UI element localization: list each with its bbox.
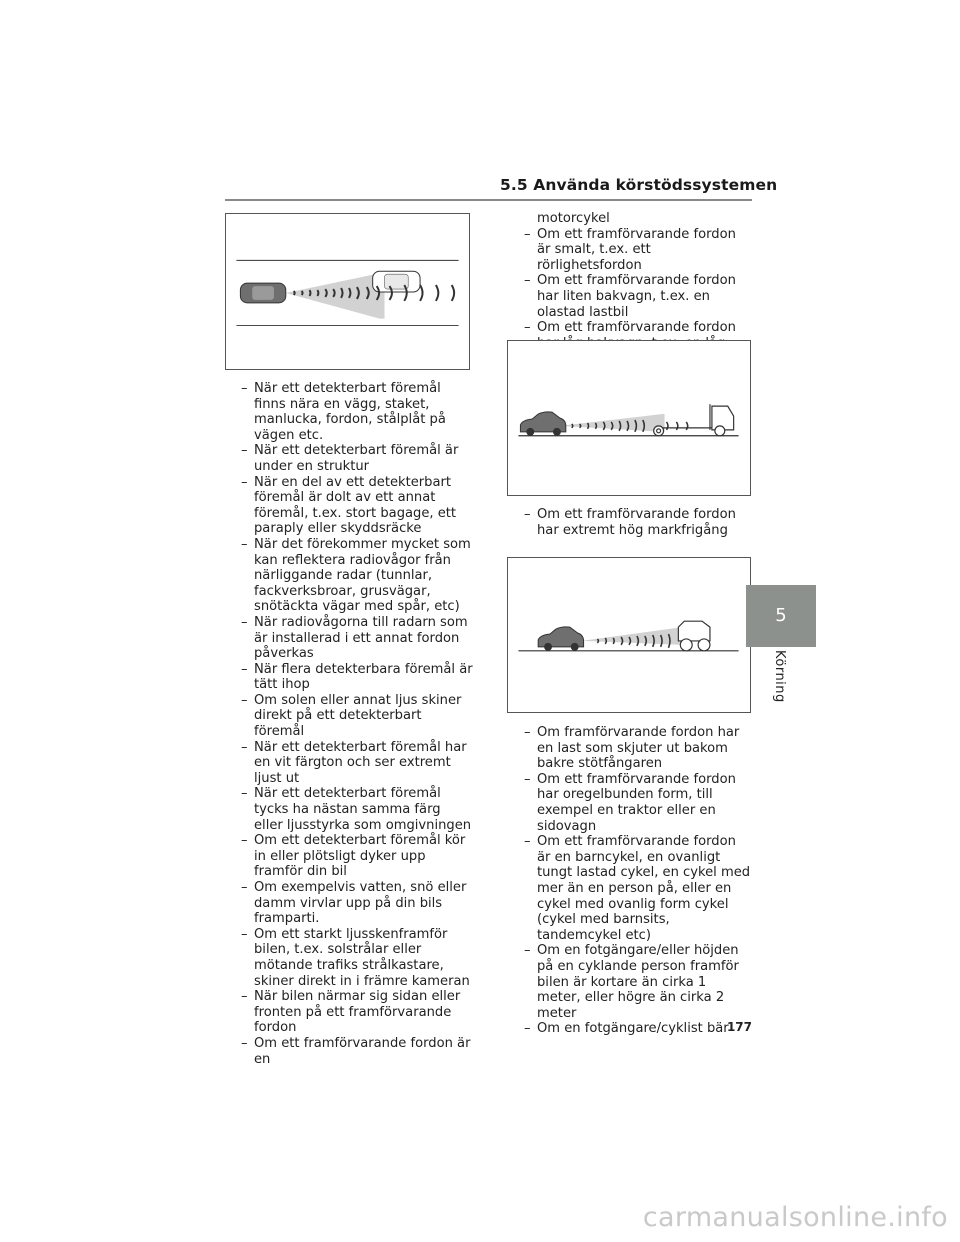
list-item: – När radiovågorna till radarn som är installerad i ett annat fordon påverkas — [241, 614, 468, 662]
continued-text: motorcykel — [537, 211, 610, 226]
ego-car-icon — [240, 283, 285, 303]
right-column-bottom — [524, 725, 752, 1037]
list-item: – Om en fotgängare/cyklist bär — [524, 1021, 729, 1037]
list-item: – Om ett framförvarande fordon har extremt hög markfrigång — [524, 507, 736, 538]
radar-beam — [286, 273, 385, 318]
list-item: – Om ett framförvarande fordon har oregelbunden form, till exempel en traktor eller en sidovagn — [524, 771, 736, 834]
list-item: – När det förekommer mycket som kan reflektera radiovågor från närliggande radar (tunnlar, fackverksbroar, grusvägar, snötäckta vägar med spår, etc) — [241, 536, 471, 615]
header-divider — [225, 199, 752, 201]
page-number: 177 — [726, 1020, 752, 1034]
list-item: – Om ett detekterbart föremål kör in eller plötsligt dyker upp framför din bil — [241, 833, 466, 880]
chapter-tab[interactable] — [746, 585, 816, 647]
figure-top-view-following — [225, 213, 470, 370]
list-item: – Om exempelvis vatten, snö eller damm virvlar upp på din bils framparti. — [241, 880, 467, 927]
list-item: – Om ett starkt ljusskenframför bilen, t.ex. solstrålar eller mötande trafiks strålkastare, skiner direkt in i främre kameran — [241, 926, 470, 989]
list-item: – När bilen närmar sig sidan eller fronten på ett framförvarande fordon — [241, 989, 461, 1036]
chapter-label: Körning — [772, 650, 787, 703]
list-item: – När en del av ett detekterbart föremål är dolt av ett annat föremål, t.ex. stort bagage, ett paraply eller skyddsräcke — [241, 474, 457, 537]
list-item: – Om solen eller annat ljus skiner direkt på ett detekterbart föremål — [241, 692, 462, 740]
truck-icon — [654, 404, 734, 436]
list-item: – När flera detekterbara föremål är tätt ihop — [241, 661, 473, 693]
figure-side-view-suv — [507, 557, 751, 713]
list-item: – Om en fotgängare/eller höjden på en cyklande person framför bilen är kortare än cirka 1 meter, eller högre än cirka 2 meter — [524, 943, 739, 1021]
list-item: – När ett detekterbart föremål tycks ha nästan samma färg eller ljusstyrka som omgivningen — [241, 786, 472, 833]
list-item: – Om ett framförvarande fordon är en barncykel, en ovanligt tungt lastad cykel, en cykel med mer än en person på, eller en cykel med ovanlig form cykel (cykel med barnsits, tandemcykel etc) — [524, 834, 751, 943]
list-item: – När ett detekterbart föremål finns nära en vägg, staket, manlucka, fordon, stålplåt på vägen etc. — [241, 381, 446, 443]
watermark: carmanualsonline.info — [642, 1202, 948, 1233]
section-title: 5.5 Använda körstödssystemen — [500, 176, 778, 194]
right-column-middle — [524, 507, 752, 538]
list-item: – Om framförvarande fordon har en last som skjuter ut bakom bakre stötfångaren — [524, 725, 740, 772]
list-item: – Om ett framförvarande fordon är smalt, t.ex. ett rörlighetsfordon — [524, 226, 736, 273]
left-column — [241, 381, 473, 1067]
figure-side-view-truck — [507, 340, 751, 496]
car-icon — [520, 412, 565, 436]
list-item: – Om ett framförvarande fordon — [524, 320, 736, 336]
suv-icon — [678, 621, 710, 651]
list-item: – När ett detekterbart föremål har en vit färgton och ser extremt ljust ut — [241, 739, 467, 786]
chapter-number: 5 — [775, 605, 787, 626]
list-item: – Om ett framförvarande fordon har liten bakvagn, t.ex. en olastad lastbil — [524, 273, 736, 320]
lead-car-icon — [373, 271, 420, 292]
list-item: – När ett detekterbart föremål är under en struktur — [241, 443, 459, 474]
list-item: – Om ett framförvarande fordon är en — [241, 1035, 471, 1067]
car-icon — [538, 627, 583, 651]
